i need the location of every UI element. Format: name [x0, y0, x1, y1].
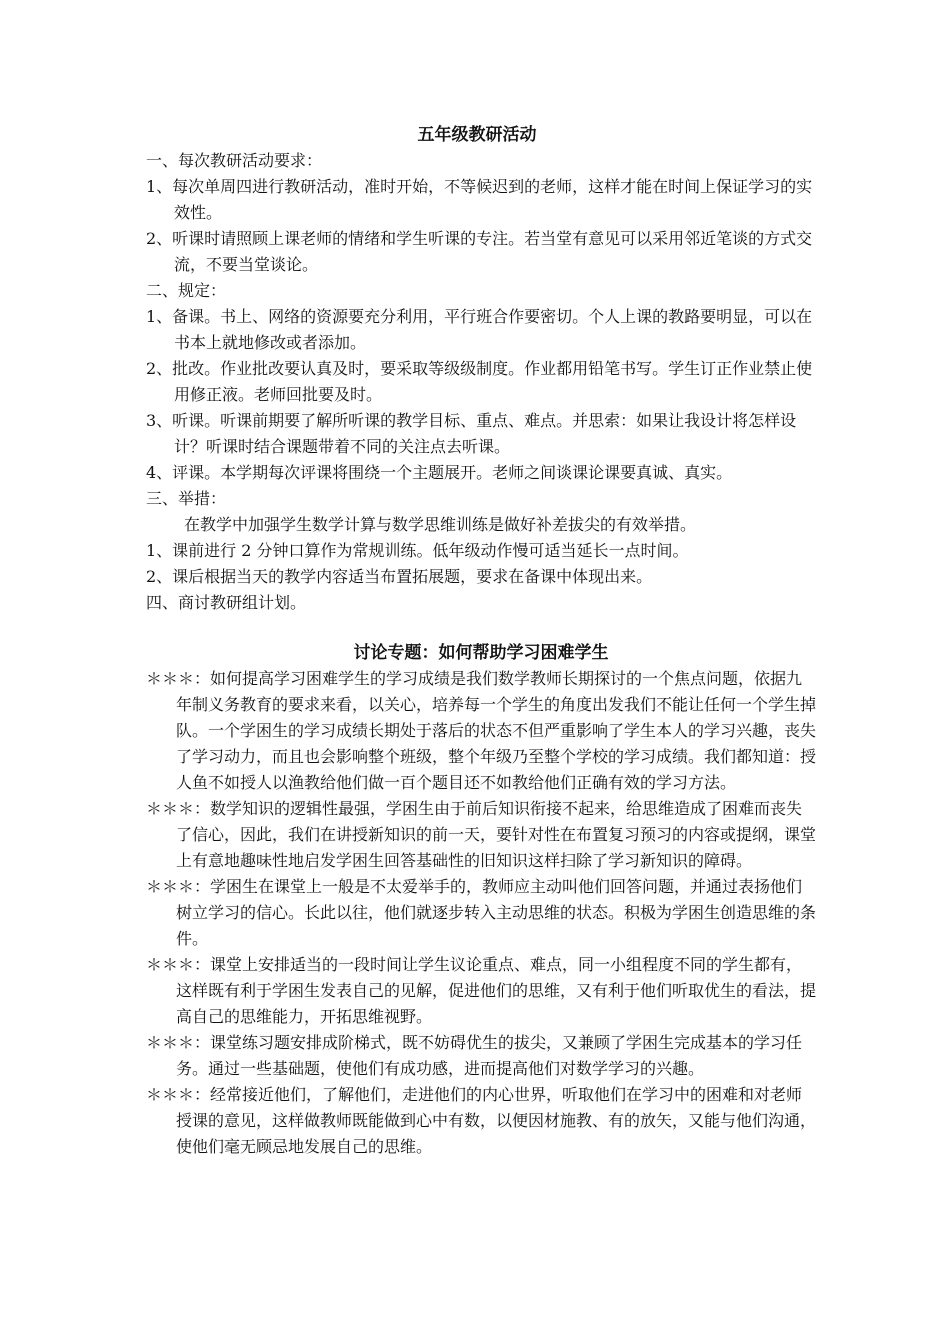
discussion-item-5: ＊＊＊：课堂练习题安排成阶梯式，既不妨碍优生的拔尖，又兼顾了学困生完成基本的学习任务。通过一些基础题，使他们有成功感，进而提高他们对数学学习的兴趣。	[146, 1033, 803, 1078]
rule-item-4: 4、评课。本学期每次评课将围绕一个主题展开。老师之间谈课论课要真诚、真实。	[146, 463, 733, 482]
heading-plan: 四、商讨教研组计划。	[146, 593, 307, 612]
requirement-item-1: 1、每次单周四进行教研活动，准时开始，不等候迟到的老师，这样才能在时间上保证学习的实效性。	[146, 177, 813, 222]
requirement-item-2: 2、听课时请照顾上课老师的情绪和学生听课的专注。若当堂有意见可以采用邻近笔谈的方式交流，不要当堂谈论。	[146, 229, 813, 274]
discussion-item-4: ＊＊＊：课堂上安排适当的一段时间让学生议论重点、难点，同一小组程度不同的学生都有，这样既有利于学困生发表自己的见解，促进他们的思维，又有利于他们听取优生的看法，提高自己的思维能力，开拓思维视野。	[146, 955, 817, 1026]
rule-item-3: 3、听课。听课前期要了解所听课的教学目标、重点、难点。并思索：如果让我设计将怎样设计？听课时结合课题带着不同的关注点去听课。	[146, 411, 797, 456]
measure-item-1: 1、课前进行 2 分钟口算作为常规训练。低年级动作慢可适当延长一点时间。	[146, 541, 689, 560]
measures-intro: 在教学中加强学生数学计算与数学思维训练是做好补差拔尖的有效举措。	[184, 515, 697, 534]
rule-item-2: 2、批改。作业批改要认真及时，要采取等级级制度。作业都用铅笔书写。学生订正作业禁止使用修正液。老师回批要及时。	[146, 359, 813, 404]
measure-item-2: 2、课后根据当天的教学内容适当布置拓展题，要求在备课中体现出来。	[146, 567, 653, 586]
discussion-item-3: ＊＊＊：学困生在课堂上一般是不太爱举手的，教师应主动叫他们回答问题，并通过表扬他们树立学习的信心。长此以往，他们就逐步转入主动思维的状态。积极为学困生创造思维的条件。	[146, 877, 817, 948]
discussion-item-2: ＊＊＊：数学知识的逻辑性最强，学困生由于前后知识衔接不起来，给思维造成了困难而丧失了信心，因此，我们在讲授新知识的前一天，要针对性在布置复习预习的内容或提纲，课堂上有意地趣味性地启发学困生回答基础性的旧知识这样扫除了学习新知识的障碍。	[146, 799, 817, 870]
document-title: 五年级教研活动	[417, 125, 537, 145]
heading-requirements: 一、每次教研活动要求：	[146, 151, 323, 170]
discussion-item-1: ＊＊＊：如何提高学习困难学生的学习成绩是我们数学教师长期探讨的一个焦点问题，依据九年制义务教育的要求来看，以关心，培养每一个学生的角度出发我们不能让任何一个学生掉队。一个学困生的学习成绩长期处于落后的状态不但严重影响了学生本人的学习兴趣，丧失了学习动力，而且也会影响整个班级，整个年级乃至整个学校的学习成绩。我们都知道：授人鱼不如授人以渔教给他们做一百个题目还不如教给他们正确有效的学习方法。	[146, 669, 817, 792]
discussion-item-6: ＊＊＊：经常接近他们，了解他们，走进他们的内心世界，听取他们在学习中的困难和对老师授课的意见，这样做教师既能做到心中有数，以便因材施教、有的放矢，又能与他们沟通，使他们毫无顾忌地发展自己的思维。	[146, 1085, 817, 1156]
heading-measures: 三、举措：	[146, 489, 227, 508]
discussion-title: 讨论专题：如何帮助学习困难学生	[353, 643, 609, 663]
heading-rules: 二、规定：	[146, 281, 227, 300]
document-page	[146, 122, 816, 1160]
rule-item-1: 1、备课。书上、网络的资源要充分利用，平行班合作要密切。个人上课的教路要明显，可以在书本上就地修改或者添加。	[146, 307, 813, 352]
